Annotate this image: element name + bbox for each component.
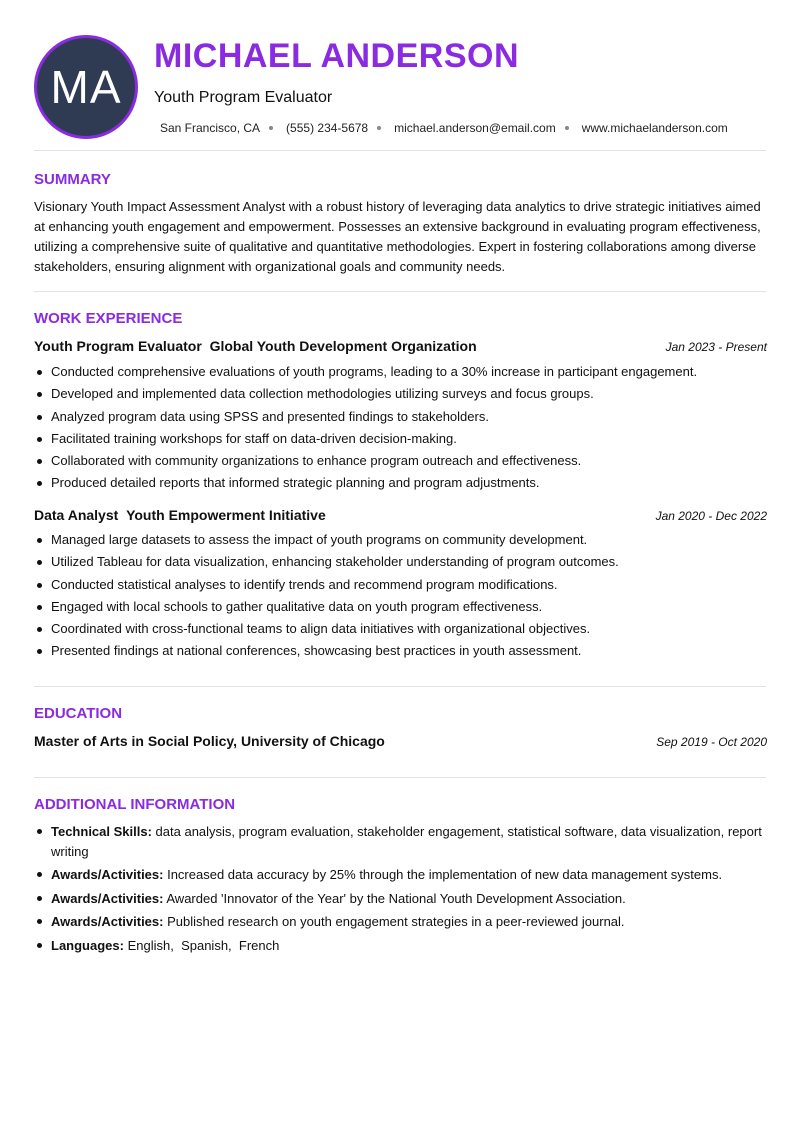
job-title-line [34, 507, 326, 523]
additional-heading: ADDITIONAL INFORMATION [34, 796, 236, 813]
item-label: Languages: [51, 937, 124, 953]
list-item: Presented findings at national conferences, showcasing best practices in youth assessment. [34, 640, 767, 662]
list-item: Analyzed program data using SPSS and presented findings to stakeholders. [34, 406, 767, 428]
item-label: Technical Skills: [51, 824, 152, 839]
list-item [34, 936, 767, 956]
divider [34, 150, 766, 151]
education-dates: Sep 2019 - Oct 2020 [656, 735, 767, 749]
item-label: Awards/Activities: [51, 914, 164, 929]
list-item [34, 912, 767, 932]
item-label: Awards/Activities: [51, 890, 164, 906]
list-item [34, 865, 767, 885]
job-company: Global Youth Development Organization [209, 338, 477, 354]
list-item: Conducted comprehensive evaluations of youth programs, leading to a 30% increase in participant engagement. [34, 361, 767, 383]
contact-phone: (555) 234-5678 [286, 121, 369, 135]
candidate-title: Youth Program Evaluator [154, 89, 333, 106]
item-text: data analysis, program evaluation, stakeholder engagement, statistical software, data visualization, report writing [51, 824, 762, 859]
job-dates: Jan 2023 - Present [665, 340, 767, 354]
avatar [34, 35, 138, 139]
job-role: Data Analyst [34, 507, 119, 523]
candidate-name: MICHAEL ANDERSON [154, 37, 520, 75]
contact-website[interactable]: www.michaelanderson.com [581, 121, 728, 135]
summary-text: Visionary Youth Impact Assessment Analyst with a robust history of leveraging data analytics to drive strategic initiatives aimed at enhancing youth engagement and empowerment. Possesses an extensive background in evaluating program effectiveness, utilizing a comprehensive suite of qualitative and quantitative methodologies. Expert in fostering collaborations among diverse stakeholders, ensuring alignment with organizational goals and community needs. [34, 199, 761, 274]
job-company: Youth Empowerment Initiative [126, 507, 326, 523]
list-item: Conducted statistical analyses to identify trends and recommend program modifications. [34, 574, 767, 596]
separator-dot [565, 126, 569, 130]
job-dates: Jan 2020 - Dec 2022 [655, 509, 767, 523]
item-text: Published research on youth engagement strategies in a peer-reviewed journal. [167, 914, 625, 929]
divider [34, 291, 766, 292]
divider [34, 777, 766, 778]
job-header [34, 338, 767, 354]
list-item: Produced detailed reports that informed strategic planning and program adjustments. [34, 472, 767, 494]
job-bullets [34, 361, 767, 495]
contact-bar [160, 121, 728, 135]
list-item: Developed and implemented data collection methodologies utilizing surveys and focus groups. [34, 383, 767, 405]
list-item [34, 822, 767, 861]
list-item: Utilized Tableau for data visualization, enhancing stakeholder understanding of program outcomes. [34, 551, 767, 573]
item-text: English, Spanish, French [127, 937, 280, 953]
contact-location: San Francisco, CA [160, 121, 261, 135]
list-item: Collaborated with community organizations to enhance program outreach and effectiveness. [34, 450, 767, 472]
separator-dot [377, 126, 381, 130]
additional-list [34, 822, 767, 959]
list-item: Coordinated with cross-functional teams to align data initiatives with organizational objectives. [34, 618, 767, 640]
avatar-initials: MA [50, 61, 122, 113]
job-role: Youth Program Evaluator [34, 338, 202, 354]
list-item: Managed large datasets to assess the impact of youth programs on community development. [34, 529, 767, 551]
education-heading: EDUCATION [34, 705, 123, 722]
separator-dot [269, 126, 273, 130]
item-label: Awards/Activities: [51, 867, 164, 882]
list-item: Facilitated training workshops for staff on data-driven decision-making. [34, 428, 767, 450]
item-text: Increased data accuracy by 25% through the implementation of new data management systems. [167, 867, 723, 882]
divider [34, 686, 766, 687]
education-entry [34, 733, 767, 749]
list-item: Engaged with local schools to gather qualitative data on youth program effectiveness. [34, 596, 767, 618]
summary-heading: SUMMARY [34, 171, 111, 188]
job-title-line [34, 338, 477, 354]
job-bullets [34, 529, 767, 663]
contact-email[interactable]: michael.anderson@email.com [394, 121, 556, 135]
education-degree: Master of Arts in Social Policy, University of Chicago [34, 733, 385, 749]
experience-heading: WORK EXPERIENCE [34, 310, 183, 327]
job-header [34, 507, 767, 523]
list-item [34, 889, 767, 909]
item-text: Awarded 'Innovator of the Year' by the National Youth Development Association. [166, 890, 626, 906]
